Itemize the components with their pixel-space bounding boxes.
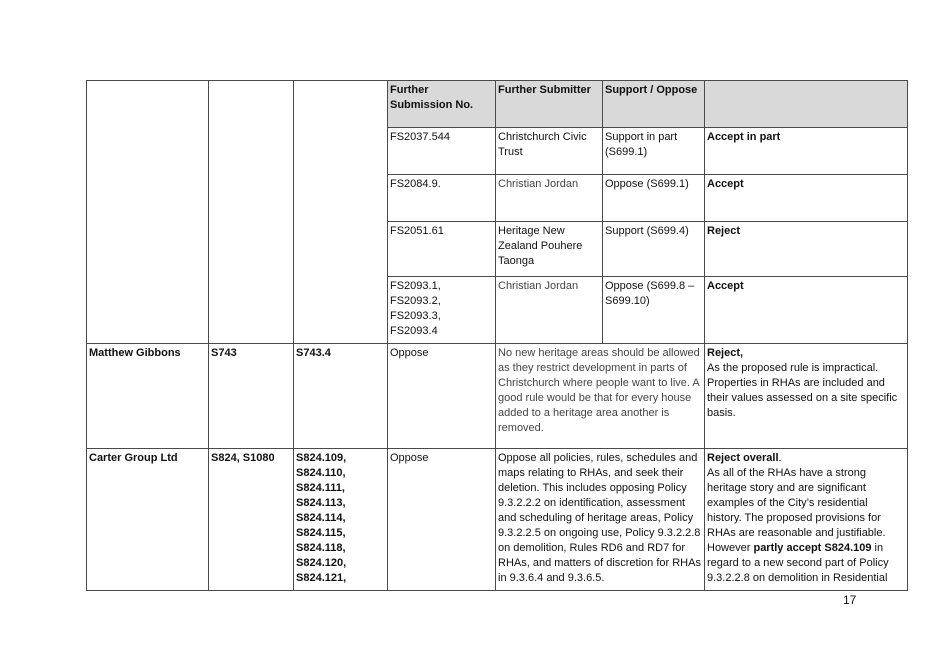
submissions-table [86,80,908,591]
submission-number: S743 [209,344,294,449]
decision-text: As the proposed rule is impractical. Properties in RHAs are included and their values assessed on a site specific basis. [707,362,898,419]
decision-partly-accept: partly accept S824.109 [753,542,872,554]
position: Oppose [388,344,496,449]
further-decision: Reject [705,222,908,277]
further-no: FS2037.544 [388,128,496,175]
submitter-name: Matthew Gibbons [87,344,209,449]
submission-number: S824, S1080 [209,449,294,591]
further-decision: Accept in part [705,128,908,175]
position: Oppose [388,449,496,591]
decision-heading-line [707,451,905,466]
submission-row-gibbons [87,344,908,449]
blank-cell [209,81,294,344]
further-no: FS2093.1, FS2093.2, FS2093.3, FS2093.4 [388,277,496,344]
submission-point: S743.4 [294,344,388,449]
header-decision [705,81,908,128]
submission-summary: No new heritage areas should be allowed as they restrict development in parts of Christchurch where people want to live. A good rule would be that for every house added to a heritage area another is removed. [496,344,705,449]
decision-text-start: As all of the RHAs have a strong heritage story and are significant examples of the City’s residential history. The proposed provisions for RHAs are reasonable and justifiable. However [707,467,886,554]
further-submitter: Christian Jordan [496,175,603,222]
further-support: Support (S699.4) [603,222,705,277]
further-decision: Accept [705,277,908,344]
decision-heading: Reject overall [707,452,779,464]
header-support-oppose: Support / Oppose [603,81,705,128]
decision-text-end: in regard to a new second part of Policy 9.3.2.2.8 on demolition in Residential [707,542,889,584]
header-further-submitter: Further Submitter [496,81,603,128]
decision-cell [705,344,908,449]
further-support: Oppose (S699.1) [603,175,705,222]
submission-points: S824.109, S824.110, S824.111, S824.113, S824.114, S824.115, S824.118, S824.120, S824.121, [294,449,388,591]
decision-heading: Reject, [707,347,744,359]
submitter-name: Carter Group Ltd [87,449,209,591]
decision-cell [705,449,908,591]
further-no: FS2051.61 [388,222,496,277]
further-header-row [87,81,908,128]
blank-cell [87,81,209,344]
further-decision: Accept [705,175,908,222]
further-no: FS2084.9. [388,175,496,222]
further-support: Support in part (S699.1) [603,128,705,175]
blank-cell [294,81,388,344]
further-submitter: Christian Jordan [496,277,603,344]
page-number: 17 [843,593,857,607]
submission-summary: Oppose all policies, rules, schedules and maps relating to RHAs, and seek their deletion. This includes opposing Policy 9.3.2.2.2 on identification, assessment and scheduling of heritage areas, Policy 9.3.2.2.5 on ongoing use, Policy 9.3.2.2.8 on demolition, Rules RD6 and RD7 for RHAs, and matters of discretion for RHAs in 9.3.6.4 and 9.3.6.5. [496,449,705,591]
decision-heading-punct: . [778,452,782,464]
further-submitter: Christchurch Civic Trust [496,128,603,175]
submission-row-carter [87,449,908,591]
header-further-submission-no: Further Submission No. [388,81,496,128]
further-submitter: Heritage New Zealand Pouhere Taonga [496,222,603,277]
further-support: Oppose (S699.8 – S699.10) [603,277,705,344]
decision-text [707,466,905,586]
